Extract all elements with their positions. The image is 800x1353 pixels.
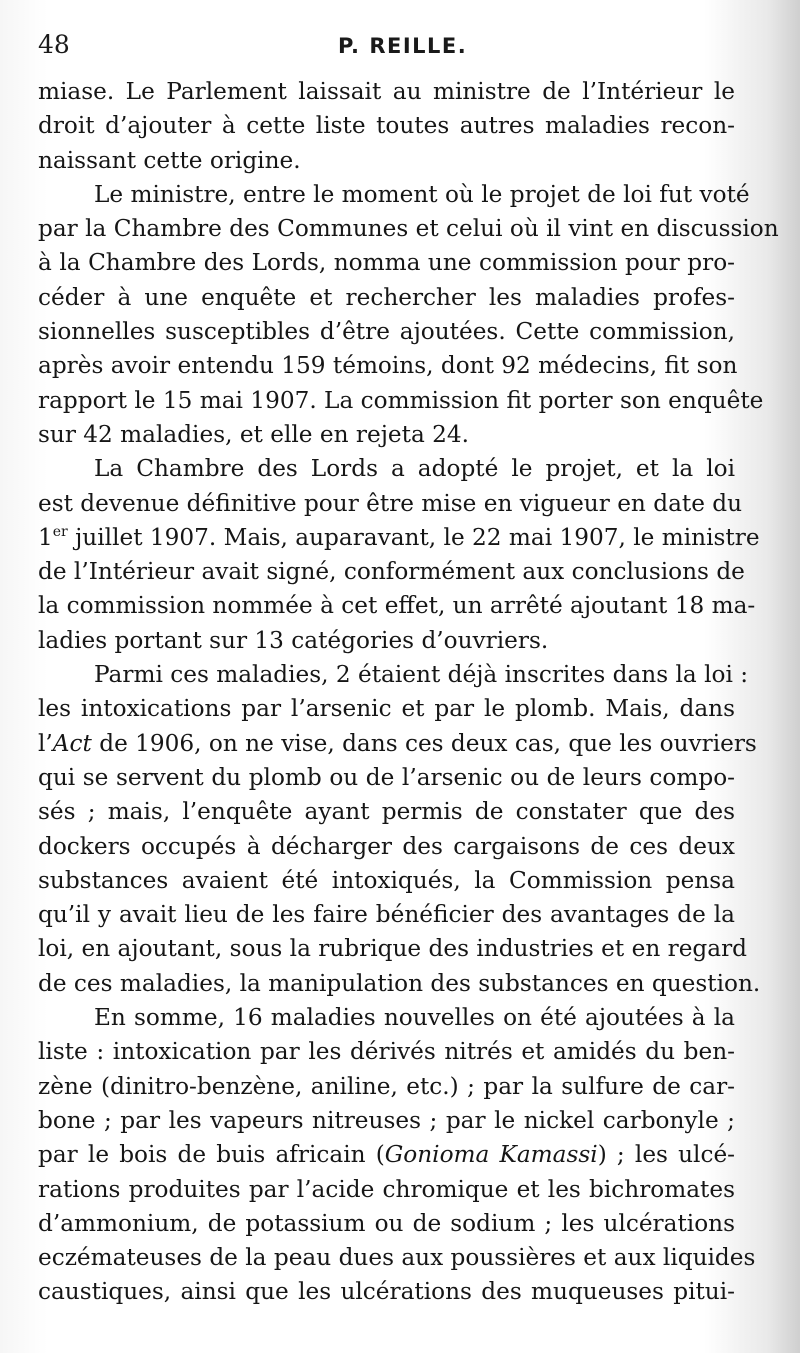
- text-line: de ces maladies, la manipulation des substances en question.: [38, 969, 761, 997]
- text-line: les intoxications par l’arsenic et par le plomb. Mais, dans: [38, 695, 735, 723]
- text-line: de l’Intérieur avait signé, conformément aux conclusions de: [38, 558, 745, 586]
- paragraph: [38, 178, 779, 452]
- text-line: ladies portant sur 13 catégories d’ouvriers.: [38, 626, 549, 654]
- text-line: qu’il y avait lieu de les faire bénéficier des avantages de la: [38, 901, 735, 929]
- text-line: céder à une enquête et rechercher les maladies profes-: [38, 283, 735, 311]
- text-line: liste : intoxication par les dérivés nitrés et amidés du ben-: [38, 1038, 735, 1066]
- text-line: sionnelles susceptibles d’être ajoutées. Cette commission,: [38, 318, 735, 346]
- text-line: est devenue définitive pour être mise en vigueur en date du: [38, 489, 743, 517]
- italic-species-name: Gonioma Kamassi: [384, 1141, 598, 1169]
- text-line: caustiques, ainsi que les ulcérations des muqueuses pitui-: [38, 1278, 735, 1306]
- text-line: En somme, 16 maladies nouvelles on été ajoutées à la: [94, 1004, 735, 1032]
- text-line: miase. Le Parlement laissait au ministre de l’Intérieur le: [38, 78, 735, 105]
- text-line: droit d’ajouter à cette liste toutes autres maladies recon-: [38, 112, 735, 140]
- page-number: 48: [38, 30, 70, 59]
- text-line: eczémateuses de la peau dues aux poussières et aux liquides: [38, 1244, 756, 1272]
- text-line: bone ; par les vapeurs nitreuses ; par le nickel carbonyle ;: [38, 1106, 735, 1134]
- text-line: Parmi ces maladies, 2 étaient déjà inscrites dans la loi :: [94, 661, 749, 689]
- text-line: rations produites par l’acide chromique et les bichromates: [38, 1175, 735, 1203]
- text-line: zène (dinitro-benzène, aniline, etc.) ; par la sulfure de car-: [38, 1072, 735, 1100]
- text-line: après avoir entendu 159 témoins, dont 92 médecins, fit son: [38, 352, 738, 380]
- text-line: la commission nommée à cet effet, un arrêté ajoutant 18 ma-: [38, 592, 756, 620]
- text-line: Le ministre, entre le moment où le projet de loi fut voté: [94, 180, 750, 208]
- text-line: qui se servent du plomb ou de l’arsenic ou de leurs compo-: [38, 763, 735, 791]
- text-line: substances avaient été intoxiqués, la Commission pensa: [38, 866, 735, 894]
- paragraph: [38, 452, 760, 658]
- text-line: La Chambre des Lords a adopté le projet, et la loi: [94, 455, 735, 483]
- paragraph: [38, 658, 761, 1001]
- text-line: rapport le 15 mai 1907. La commission fit porter son enquête: [38, 386, 764, 414]
- text-line: sés ; mais, l’enquête ayant permis de constater que des: [38, 798, 735, 826]
- text-line: sur 42 maladies, et elle en rejeta 24.: [38, 420, 470, 448]
- italic-term: Act: [52, 729, 92, 757]
- body-text: [38, 75, 779, 1310]
- text-line: naissant cette origine.: [38, 146, 301, 174]
- paragraph: [38, 1001, 756, 1310]
- text-line: à la Chambre des Lords, nomma une commission pour pro-: [38, 249, 735, 277]
- text-line-with-superscript: 1er juillet 1907. Mais, auparavant, le 22 mai 1907, le ministre: [38, 523, 760, 551]
- text-line-with-italic: l’Act de 1906, on ne vise, dans ces deux cas, que les ouvriers: [38, 729, 757, 757]
- text-line: loi, en ajoutant, sous la rubrique des industries et en regard: [38, 935, 748, 963]
- text-line: d’ammonium, de potassium ou de sodium ; les ulcérations: [38, 1209, 735, 1237]
- ordinal-superscript: er: [52, 523, 68, 540]
- text-line-with-italic: par le bois de buis africain (Gonioma Kamassi) ; les ulcé-: [38, 1141, 735, 1169]
- text-line: par la Chambre des Communes et celui où il vint en discussion: [38, 215, 779, 243]
- running-head: P. REILLE.: [338, 34, 468, 58]
- text-line: dockers occupés à décharger des cargaisons de ces deux: [38, 832, 735, 860]
- paragraph: [38, 75, 735, 178]
- page-header: [38, 30, 738, 66]
